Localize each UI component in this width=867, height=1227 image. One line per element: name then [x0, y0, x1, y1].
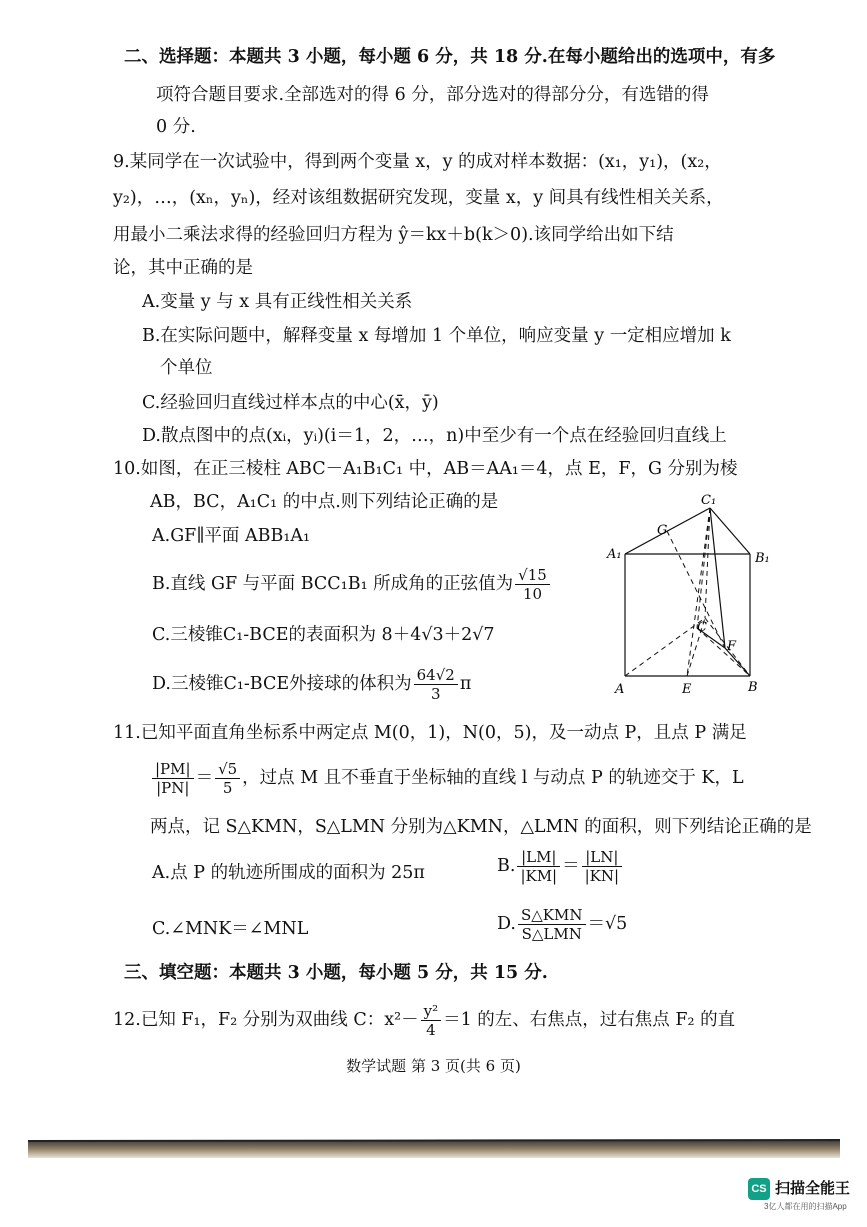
- q11-value-num: √5: [215, 760, 240, 779]
- camscanner-tagline: 3亿人都在用的扫描App: [764, 1202, 847, 1211]
- q9-line2: y₂)，…，(xₙ，yₙ)，经对该组数据研究发现，变量 x，y 间具有线性相关关系，: [113, 188, 724, 208]
- q10-line1: 10.如图，在正三棱柱 ABC－A₁B₁C₁ 中，AB＝AA₁＝4，点 E，F，G 分别为棱: [113, 459, 738, 479]
- q10-line2: AB，BC，A₁C₁ 的中点.则下列结论正确的是: [150, 492, 499, 512]
- q12-fraction: [421, 1002, 442, 1039]
- camscanner-name: 扫描全能王: [775, 1180, 851, 1197]
- q11-line2-text: ，过点 M 且不垂直于坐标轴的直线 l 与动点 P 的轨迹交于 K，L: [242, 768, 744, 788]
- q10-option-d-fraction: [414, 666, 458, 703]
- label-B: B: [748, 680, 758, 695]
- page-footer: 数学试题 第 3 页(共 6 页): [346, 1057, 521, 1075]
- label-C: C: [697, 620, 707, 635]
- q11-option-b-d2: |KN|: [584, 867, 620, 885]
- q9-line4: 论，其中正确的是: [113, 258, 253, 278]
- camscanner-logo-icon: CS: [748, 1178, 770, 1200]
- q11-option-b-frac2: [582, 848, 622, 885]
- q11-option-d-label: D.: [497, 914, 516, 934]
- q11-option-d-den: S△LMN: [521, 925, 582, 943]
- q11-option-b: B. $\frac{|LM|}{|KM|}$ ＝ $\frac{|LN|}{|KN|}$: [497, 848, 624, 885]
- q11-option-a: A.点 P 的轨迹所围成的面积为 25π: [152, 863, 425, 883]
- q12-num: y²: [421, 1002, 442, 1021]
- q11-option-b-frac1: [517, 848, 560, 885]
- prism-figure: [605, 488, 775, 698]
- q10-option-b: [152, 566, 552, 603]
- q9-line1: 9.某同学在一次试验中，得到两个变量 x，y 的成对样本数据：(x₁，y₁)，(x₂，: [113, 152, 722, 172]
- q10-option-d: [152, 666, 471, 703]
- q12-text-pre: 12.已知 F₁，F₂ 分别为双曲线 C：x²－: [113, 1010, 419, 1030]
- label-E: E: [682, 682, 692, 697]
- q10-option-a: A.GF∥平面 ABB₁A₁: [152, 526, 310, 546]
- label-B1: B₁: [755, 551, 770, 566]
- q10-option-c: C.三棱锥C₁-BCE的表面积为 8＋4√3＋2√7: [152, 625, 495, 645]
- label-C1: C₁: [701, 493, 717, 508]
- section2-heading-line3: 0 分.: [156, 117, 196, 137]
- q11-option-d: [497, 906, 627, 943]
- label-G: G: [657, 523, 668, 538]
- q11-line1: 11.已知平面直角坐标系中两定点 M(0，1)，N(0，5)，及一动点 P，且点 P 满足: [113, 723, 747, 743]
- section3-heading: 三、填空题：本题共 3 小题，每小题 5 分，共 15 分.: [124, 963, 548, 983]
- q11-line2: [150, 760, 744, 797]
- q12-line1: [113, 1002, 735, 1039]
- label-F: F: [727, 639, 737, 654]
- label-A: A: [615, 682, 625, 697]
- q9-option-b-line1: B.在实际问题中，解释变量 x 每增加 1 个单位，响应变量 y 一定相应增加 k: [142, 326, 731, 346]
- q11-option-b-d1: |KM|: [520, 867, 558, 885]
- q10-option-b-text: B.直线 GF 与平面 BCC₁B₁ 所成角的正弦值为: [152, 574, 514, 594]
- q11-value-den: 5: [222, 779, 233, 797]
- q12-den: 4: [426, 1021, 436, 1039]
- q10-option-d-num: 64√2: [414, 666, 458, 685]
- q11-value-fraction: [215, 760, 240, 797]
- q11-option-b-label: B.: [497, 856, 516, 876]
- scan-edge-shadow: [28, 1132, 840, 1162]
- q11-option-c: C.∠MNK＝∠MNL: [152, 919, 309, 939]
- q11-ratio-den: |PN|: [156, 779, 190, 797]
- q10-option-d-pi: π: [459, 674, 472, 694]
- label-A1: A₁: [607, 547, 622, 562]
- q12-text-post: ＝1 的左、右焦点，过右焦点 F₂ 的直: [443, 1010, 736, 1030]
- q9-option-a: A.变量 y 与 x 具有正线性相关关系: [142, 292, 413, 312]
- q10-option-b-den: 10: [522, 585, 543, 603]
- q11-option-b-n1: |LM|: [517, 848, 560, 867]
- q11-ratio-num: |PM|: [152, 760, 194, 779]
- q9-option-b-line2: 个单位: [160, 358, 213, 378]
- q10-option-d-text: D.三棱锥C₁-BCE外接球的体积为: [152, 674, 412, 694]
- q9-option-c: C.经验回归直线过样本点的中心(x̄，ȳ): [142, 393, 439, 413]
- q11-equals: ＝: [195, 768, 214, 788]
- q11-option-d-fraction: [518, 906, 586, 943]
- section2-heading-line1: 二、选择题：本题共 3 小题，每小题 6 分，共 18 分.在每小题给出的选项中，有多: [124, 47, 776, 67]
- section2-heading-line2: 项符合题目要求.全部选对的得 6 分，部分选对的得部分分，有选错的得: [156, 85, 709, 105]
- q11-ratio-fraction: [152, 760, 194, 797]
- q11-option-d-num: S△KMN: [518, 906, 586, 925]
- q9-option-d: D.散点图中的点(xᵢ，yᵢ)(i＝1，2，…，n)中至少有一个点在经验回归直线上: [142, 426, 727, 446]
- q10-option-d-den: 3: [430, 685, 441, 703]
- q11-line3: 两点，记 S△KMN，S△LMN 分别为△KMN，△LMN 的面积，则下列结论正确的是: [150, 817, 812, 837]
- q9-line3: 用最小二乘法求得的经验回归方程为 ŷ＝kx＋b(k＞0).该同学给出如下结: [113, 225, 674, 245]
- q10-option-b-fraction: [515, 566, 550, 603]
- q10-option-b-num: √15: [515, 566, 550, 585]
- q11-option-b-n2: |LN|: [582, 848, 622, 867]
- q11-option-d-value: ＝√5: [587, 914, 628, 934]
